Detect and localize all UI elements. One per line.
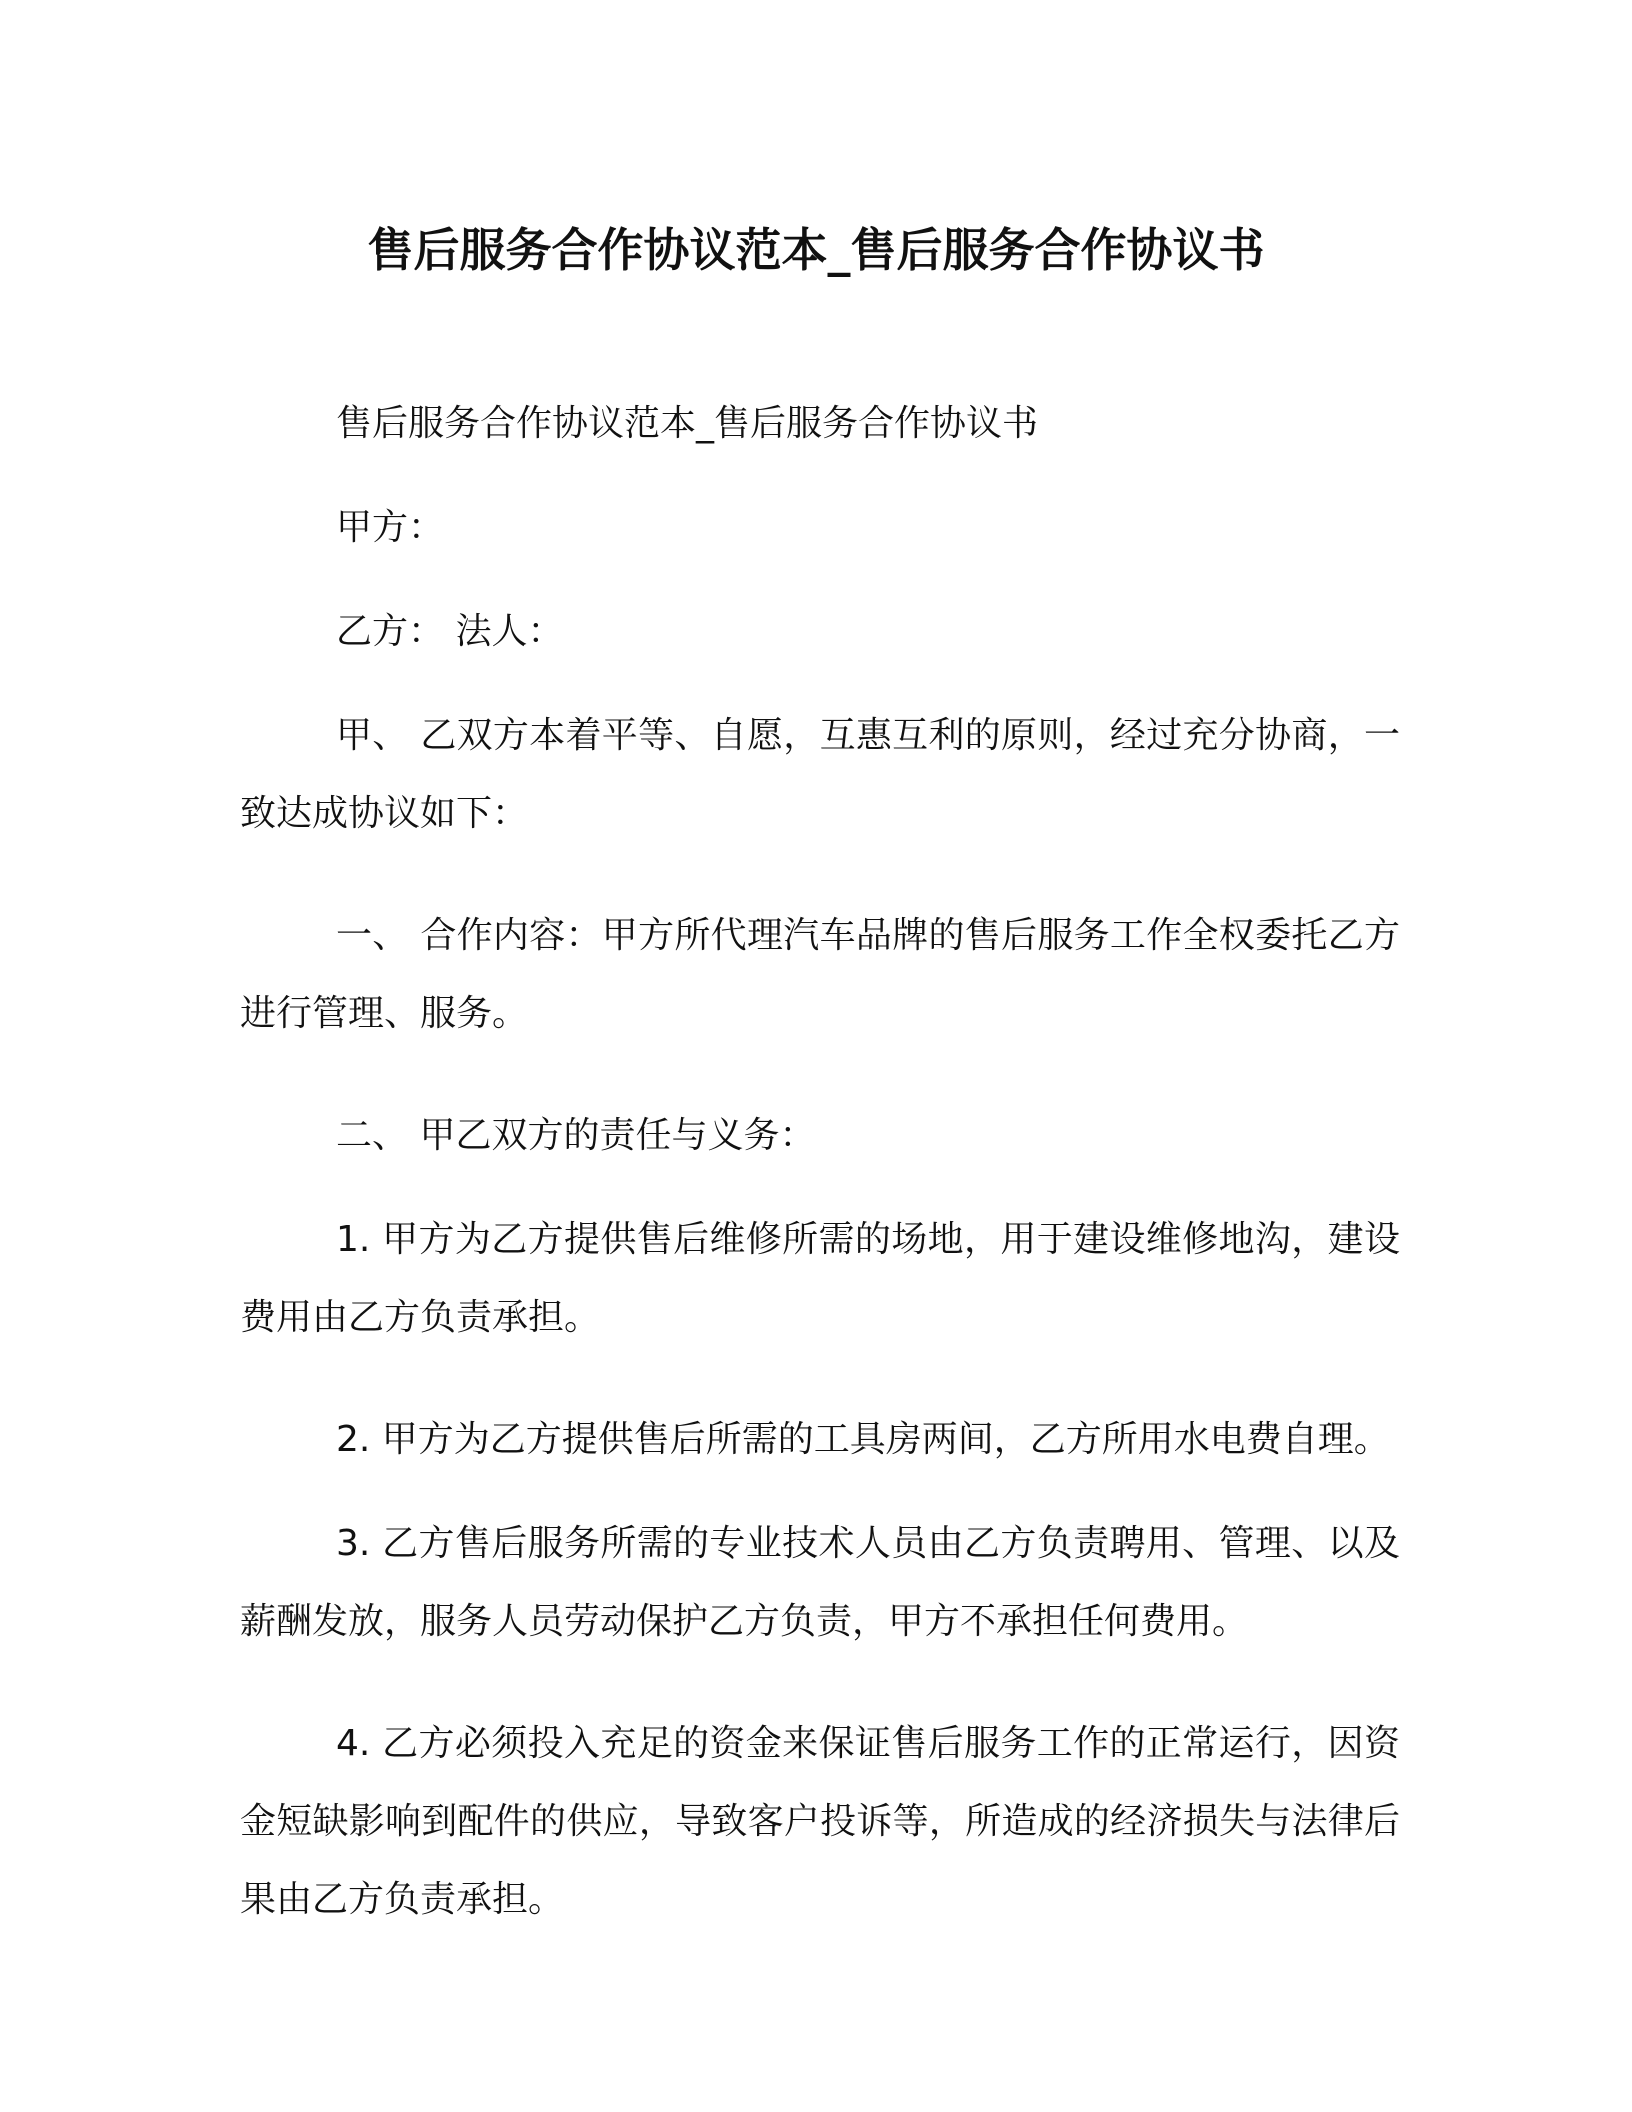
paragraph-clause-3: 3. 乙方售后服务所需的专业技术人员由乙方负责聘用、管理、以及薪酬发放，服务人员劳动保护乙方负责，甲方不承担任何费用。 [240, 1523, 1400, 1642]
paragraph-clause-4: 4. 乙方必须投入充足的资金来保证售后服务工作的正常运行，因资金短缺影响到配件的供应，导致客户投诉等，所造成的经济损失与法律后果由乙方负责承担。 [240, 1723, 1400, 1920]
paragraph-clause-2: 2. 甲方为乙方提供售后所需的工具房两间，乙方所用水电费自理。 [336, 1419, 1390, 1460]
paragraph-party-a: 甲方： [336, 507, 445, 548]
paragraph-preamble: 甲、 乙双方本着平等、自愿，互惠互利的原则，经过充分协商，一致达成协议如下： [240, 715, 1400, 834]
paragraph-section-1: 一、 合作内容：甲方所代理汽车品牌的售后服务工作全权委托乙方进行管理、服务。 [240, 915, 1400, 1034]
paragraph-party-b: 乙方： 法人： [336, 611, 564, 652]
paragraph-section-2: 二、 甲乙双方的责任与义务： [336, 1115, 816, 1156]
document-title: 售后服务合作协议范本_售后服务合作协议书 [367, 223, 1265, 277]
paragraph-subtitle: 售后服务合作协议范本_售后服务合作协议书 [336, 403, 1039, 444]
document-body [240, 385, 1400, 1983]
paragraph-clause-1: 1. 甲方为乙方提供售后维修所需的场地，用于建设维修地沟，建设费用由乙方负责承担。 [240, 1219, 1400, 1338]
